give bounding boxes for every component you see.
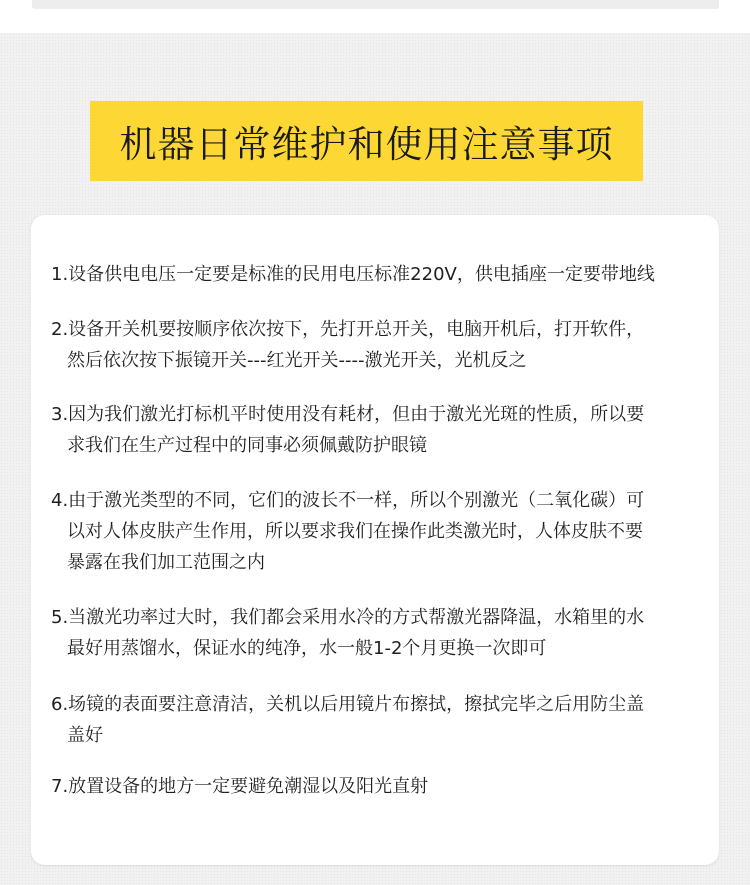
note-item-7	[51, 771, 711, 802]
note-item-3	[51, 399, 711, 461]
note-3-line-2: 求我们在生产过程中的同事必须佩戴防护眼镜	[67, 435, 427, 456]
note-7-line-1: 7.放置设备的地方一定要避免潮湿以及阳光直射	[51, 776, 429, 797]
note-5-line-1: 5.当激光功率过大时，我们都会采用水冷的方式帮激光器降温，水箱里的水	[51, 607, 645, 628]
note-6-line-2: 盖好	[67, 725, 103, 746]
note-3-line-1: 3.因为我们激光打标机平时使用没有耗材，但由于激光光斑的性质，所以要	[51, 404, 645, 425]
top-strip	[0, 0, 750, 33]
note-4-line-1: 4.由于激光类型的不同，它们的波长不一样，所以个别激光（二氧化碳）可	[51, 490, 645, 511]
note-item-1	[51, 259, 711, 290]
page-title: 机器日常维护和使用注意事项	[119, 123, 614, 166]
note-item-5	[51, 602, 711, 664]
note-2-line-1: 2.设备开关机要按顺序依次按下，先打开总开关，电脑开机后，打开软件，	[51, 319, 645, 340]
note-5-line-2: 最好用蒸馏水，保证水的纯净，水一般1-2个月更换一次即可	[67, 638, 547, 659]
note-2-line-2: 然后依次按下振镜开关---红光开关----激光开关，光机反之	[67, 350, 527, 371]
note-item-4	[51, 485, 711, 578]
previous-section-edge	[32, 0, 719, 9]
note-4-line-2: 以对人体皮肤产生作用，所以要求我们在操作此类激光时，人体皮肤不要	[67, 521, 643, 542]
title-banner	[90, 101, 643, 181]
note-4-line-3: 暴露在我们加工范围之内	[67, 552, 265, 573]
notes-card	[31, 215, 719, 865]
note-item-2	[51, 314, 711, 376]
note-item-6	[51, 689, 711, 751]
note-6-line-1: 6.场镜的表面要注意清洁，关机以后用镜片布擦拭，擦拭完毕之后用防尘盖	[51, 694, 645, 715]
note-1-line-1: 1.设备供电电压一定要是标准的民用电压标准220V，供电插座一定要带地线	[51, 264, 655, 285]
